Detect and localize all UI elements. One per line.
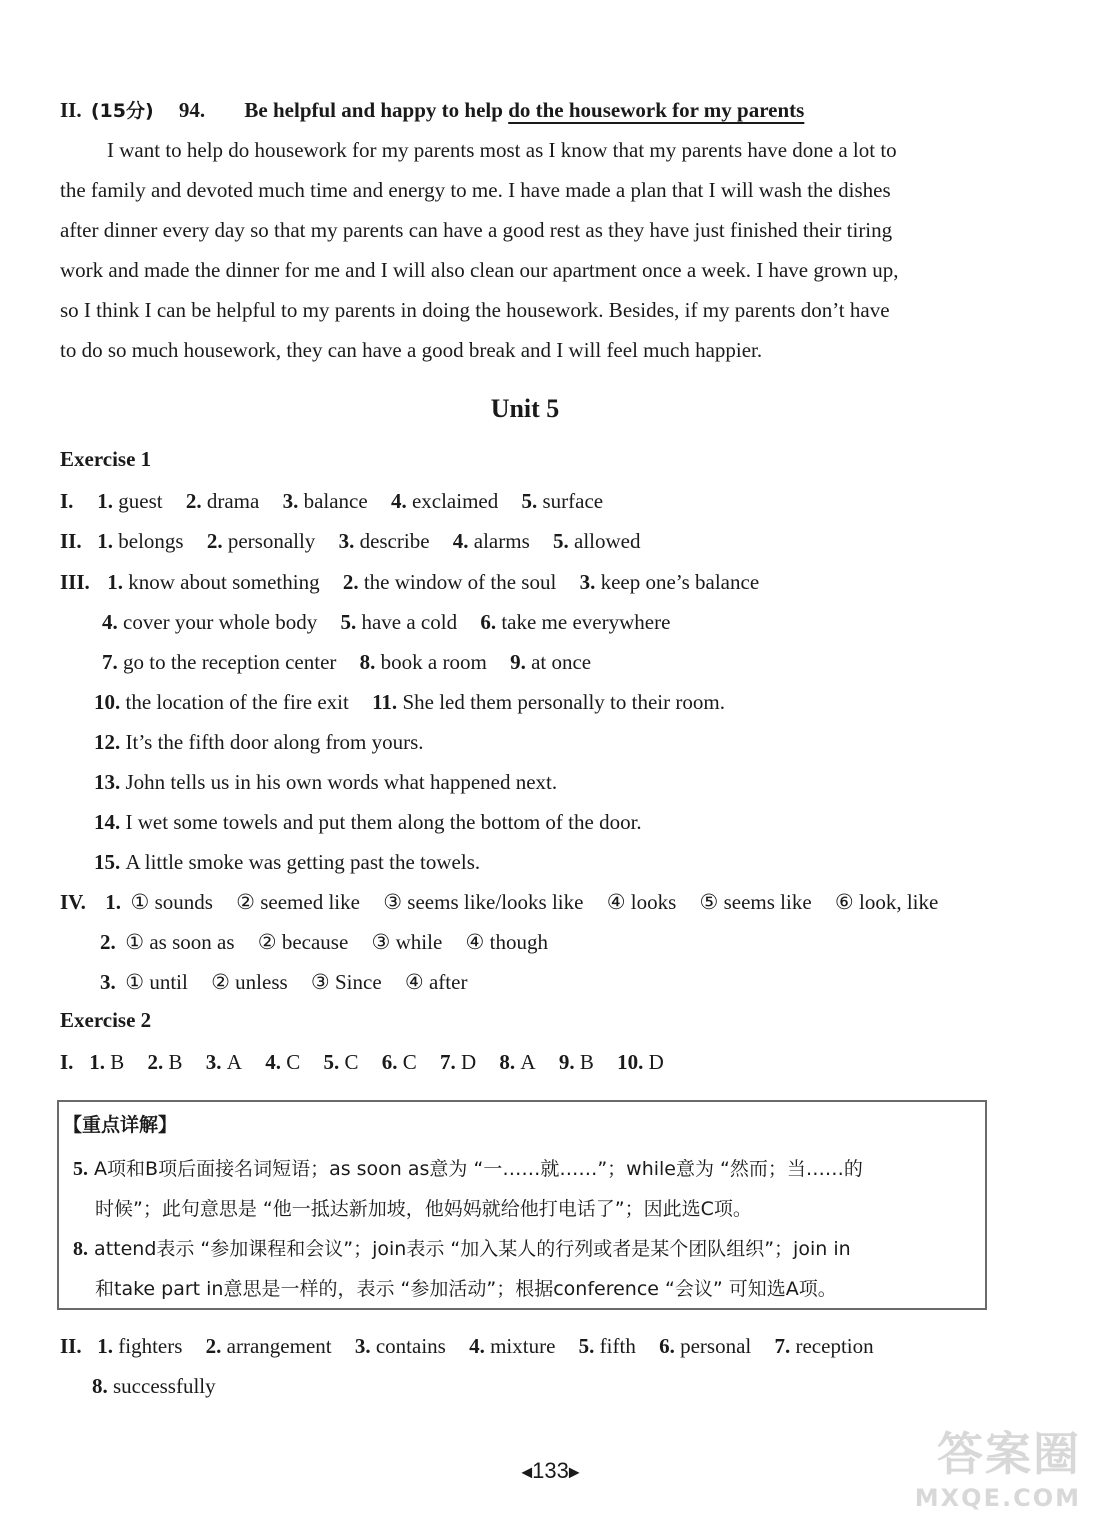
question-number: 2. [100, 930, 116, 954]
answer-item: 15. A little smoke was getting past the towels. [94, 850, 481, 874]
essay-line: after dinner every day so that my parents can have a good rest as they have just finished their tiring [60, 218, 893, 242]
note-text: A项和B项后面接名词短语；as soon as意为 “一……就……”；while意为 “然而；当……的 [94, 1158, 863, 1180]
watermark-logo: 答案圈 [937, 1427, 1081, 1481]
essay-line: the family and devoted much time and energy to me. I have made a plan that I will wash the dishes [60, 178, 891, 202]
essay-title: Be helpful and happy to help [244, 98, 509, 122]
answer-item: 2. arrangement [205, 1334, 332, 1358]
answer-item: ① sounds [130, 890, 213, 914]
page-number-value: 133 [532, 1458, 569, 1483]
part-label: II. [60, 1334, 82, 1358]
essay-line: work and made the dinner for me and I will also clean our apartment once a week. I have grown up, [60, 258, 899, 282]
answer-item: 3. A [205, 1050, 242, 1074]
answer-item: 11. She led them personally to their room. [372, 690, 725, 714]
note-text: attend表示 “参加课程和会议”；join表示 “加入某人的行列或者是某个团队组织”；join in [94, 1238, 851, 1260]
answer-item: 3. balance [282, 489, 368, 513]
ex1-part-IV-row [100, 970, 467, 995]
answer-item: 1. know about something [107, 570, 320, 594]
answer-item: 2. personally [206, 529, 316, 553]
watermark-url: MXQE.COM [914, 1484, 1081, 1512]
ex1-part-I [60, 489, 603, 514]
answer-item: 3. describe [338, 529, 430, 553]
answer-item: ④ looks [606, 890, 677, 914]
answer-item: 1. fighters [97, 1334, 183, 1358]
answer-item: ① until [125, 970, 188, 994]
essay-line: I want to help do housework for my parents most as I know that my parents have done a lot to [107, 138, 897, 162]
ex1-part-IV-row [100, 930, 548, 955]
page-arrow-left-icon: ◀ [521, 1463, 533, 1480]
explanation-5-cont: 时候”；此句意思是 “他一抵达新加坡，他妈妈就给他打电话了”；因此选C项。 [95, 1198, 752, 1220]
answer-item: 7. D [440, 1050, 477, 1074]
question-number: 1. [105, 890, 121, 914]
essay-title-underlined: do the housework for my parents [508, 98, 805, 122]
explanation-5 [73, 1154, 863, 1181]
answer-item: 5. allowed [553, 529, 641, 553]
ex2-part-I [60, 1050, 664, 1075]
answer-item: 9. B [558, 1050, 594, 1074]
answer-item: ④ though [465, 930, 548, 954]
ex2-part-II [60, 1334, 874, 1359]
answer-item: ⑤ seems like [699, 890, 812, 914]
answer-item: 6. personal [659, 1334, 752, 1358]
answer-item: 9. at once [510, 650, 592, 674]
answer-item: 5. have a cold [340, 610, 458, 634]
answer-item: 2. B [147, 1050, 183, 1074]
question-number: 3. [100, 970, 116, 994]
answer-item: 10. D [617, 1050, 664, 1074]
answer-item: 2. drama [185, 489, 260, 513]
answer-item: 4. exclaimed [390, 489, 499, 513]
answer-item: 1. B [89, 1050, 125, 1074]
answer-item: 1. guest [97, 489, 163, 513]
answer-item: 5. C [323, 1050, 359, 1074]
answer-item: 8. successfully [92, 1374, 216, 1398]
answer-item: 4. alarms [452, 529, 530, 553]
ex1-part-III-row [94, 770, 557, 795]
answer-item: 5. surface [521, 489, 604, 513]
ex1-part-III-row [94, 810, 642, 835]
essay-heading [60, 96, 804, 123]
unit-title: Unit 5 [490, 394, 560, 423]
part-label: III. [60, 570, 90, 594]
answer-item: ⑥ look, like [834, 890, 939, 914]
question-number: 94. [178, 98, 206, 122]
part-label: IV. [60, 890, 86, 914]
ex1-part-III-row [102, 610, 670, 635]
ex1-part-III-row [60, 570, 759, 595]
answer-item: 5. fifth [578, 1334, 636, 1358]
answer-item: 4. cover your whole body [102, 610, 318, 634]
answer-item: 2. the window of the soul [342, 570, 557, 594]
exercise-1-title: Exercise 1 [60, 447, 152, 471]
part-label: I. [60, 1050, 74, 1074]
answer-item: ② unless [211, 970, 288, 994]
answer-item: ② seemed like [236, 890, 360, 914]
part-label: II. [60, 529, 82, 553]
answer-item: 6. take me everywhere [480, 610, 671, 634]
exercise-2-title: Exercise 2 [60, 1008, 152, 1032]
explanation-8 [73, 1234, 851, 1261]
explanation-8-cont: 和take part in意思是一样的，表示 “参加活动”；根据conference “会议” 可知选A项。 [95, 1278, 837, 1300]
essay-line: to do so much housework, they can have a good break and I will feel much happier. [60, 338, 763, 362]
ex1-part-II [60, 529, 641, 554]
answer-item: ④ after [404, 970, 468, 994]
answer-item: ③ seems like/looks like [383, 890, 584, 914]
answer-item: 12. It’s the fifth door along from yours. [94, 730, 424, 754]
score: (15分) [90, 100, 154, 122]
answer-item: ① as soon as [125, 930, 235, 954]
answer-item: ③ while [371, 930, 443, 954]
note-number: 8. [73, 1238, 88, 1260]
answer-item: 4. mixture [469, 1334, 556, 1358]
answer-item: 13. John tells us in his own words what happened next. [94, 770, 558, 794]
answer-item: 3. keep one’s balance [579, 570, 760, 594]
watermark [891, 1418, 1081, 1528]
ex1-part-III-row [94, 690, 725, 715]
ex1-part-III-row [102, 650, 591, 675]
essay-line: so I think I can be helpful to my parents in doing the housework. Besides, if my parents don’t have [60, 298, 890, 322]
ex1-part-IV-row [60, 890, 938, 915]
answer-item: 10. the location of the fire exit [94, 690, 349, 714]
part-label: I. [60, 489, 74, 513]
answer-item: 14. I wet some towels and put them along the bottom of the door. [94, 810, 642, 834]
ex1-part-III-row [94, 850, 480, 875]
answer-item: ② because [257, 930, 349, 954]
explanation-title: 【重点详解】 [63, 1114, 178, 1136]
answer-item: 7. reception [774, 1334, 874, 1358]
answer-item: 4. C [265, 1050, 301, 1074]
answer-item: 1. belongs [97, 529, 184, 553]
ex1-part-III-row [94, 730, 424, 755]
explanation-box [57, 1100, 987, 1310]
ex2-part-II-cont [92, 1374, 216, 1399]
answer-item: 8. A [499, 1050, 536, 1074]
answer-item: 3. contains [354, 1334, 446, 1358]
answer-item: 8. book a room [359, 650, 487, 674]
page-arrow-right-icon: ▶ [568, 1463, 580, 1480]
note-number: 5. [73, 1158, 88, 1180]
answer-item: 7. go to the reception center [102, 650, 337, 674]
answer-item: ③ Since [310, 970, 382, 994]
answer-item: 6. C [381, 1050, 417, 1074]
section-label: II. [60, 98, 82, 122]
